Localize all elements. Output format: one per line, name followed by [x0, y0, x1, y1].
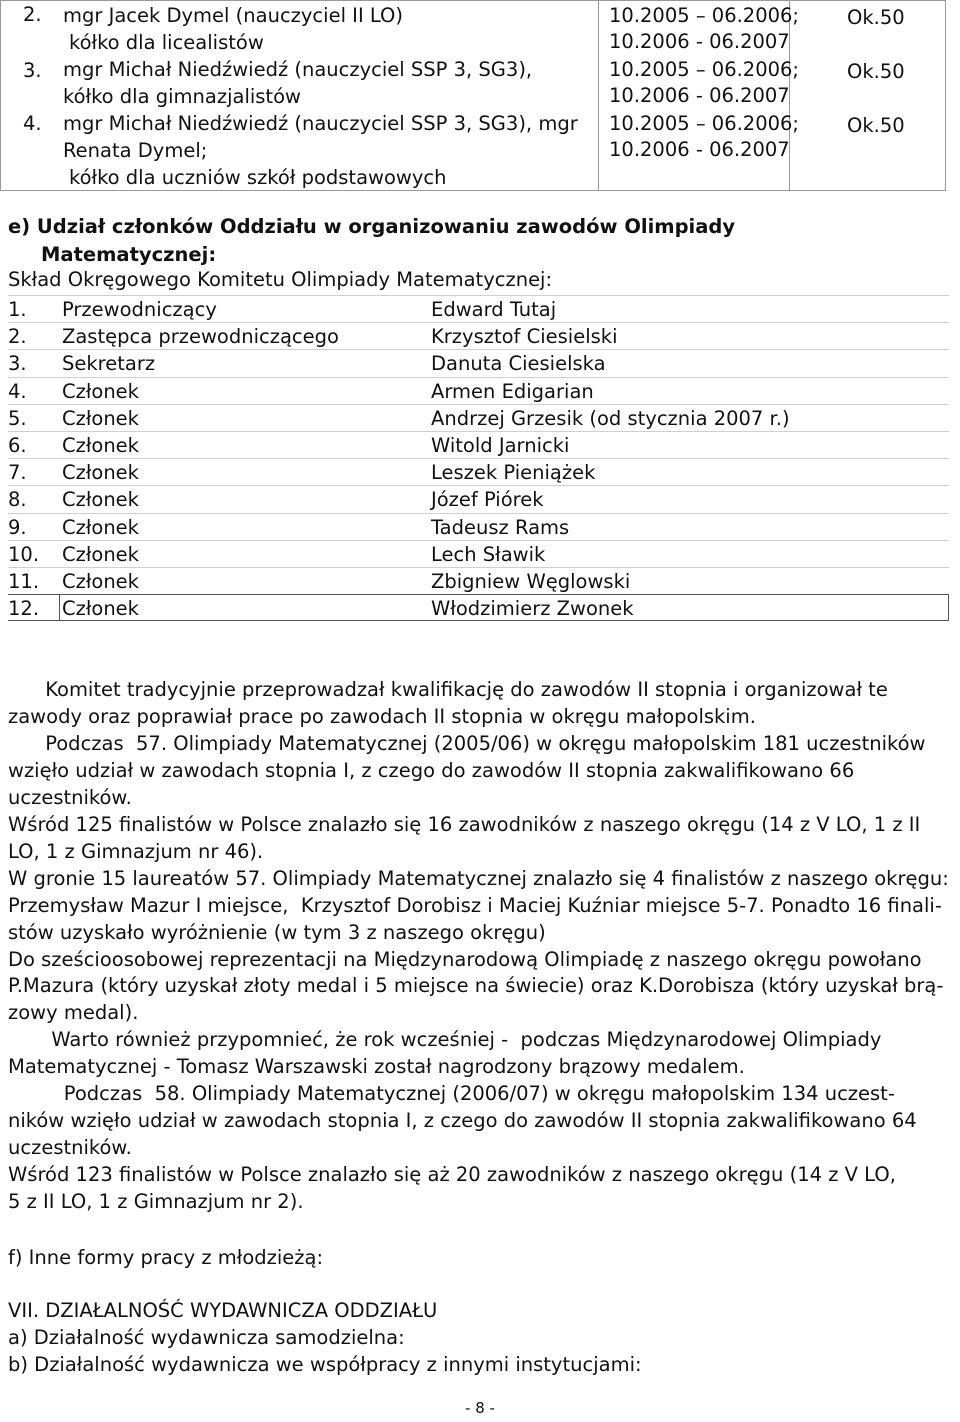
- section-e-heading: e) Udział członków Oddziału w organizowaniu zawodów Olimpiady Matematycznej:: [8, 215, 736, 266]
- member-row: [8, 322, 949, 350]
- member-name: Danuta Ciesielska: [431, 352, 606, 376]
- member-row: [8, 295, 949, 323]
- committee-title: Skład Okręgowego Komitetu Olimpiady Matematycznej:: [8, 268, 553, 291]
- body-line: uczestników.: [8, 785, 132, 809]
- member-row: [8, 431, 949, 459]
- member-number: 7.: [8, 461, 27, 485]
- section-vii-title: VII. DZIAŁALNOŚĆ WYDAWNICZA ODDZIAŁU: [8, 1299, 438, 1322]
- row-dates: 10.2005 – 06.2006; 10.2006 - 06.2007: [609, 4, 799, 53]
- member-name: Lech Sławik: [431, 542, 546, 566]
- member-number: 8.: [8, 488, 27, 512]
- member-row: [8, 377, 949, 405]
- activities-table: [0, 0, 946, 191]
- member-role: Członek: [62, 542, 139, 566]
- row-value: Ok.50: [847, 114, 905, 137]
- member-name: Edward Tutaj: [431, 298, 557, 321]
- member-row: [8, 485, 949, 513]
- member-number: 2.: [8, 325, 27, 349]
- member-row: [8, 513, 949, 541]
- member-name: Tadeusz Rams: [431, 515, 570, 539]
- body-line: Przemysław Mazur I miejsce, Krzysztof Dorobisz i Maciej Kuźniar miejsce 5-7. Ponadto 16 finali-: [8, 893, 942, 917]
- row-number: 3.: [23, 59, 42, 82]
- row-value: Ok.50: [847, 6, 905, 29]
- member-row: [8, 458, 949, 486]
- body-line: ników wzięło udział w zawodach stopnia I, z czego do zawodów II stopnia zakwalifikowano 64: [8, 1109, 917, 1133]
- member-name: Armen Edigarian: [431, 379, 594, 403]
- row-description: mgr Jacek Dymel (nauczyciel II LO) kółko dla licealistów: [63, 4, 404, 54]
- body-line: P.Mazura (który uzyskał złoty medal i 5 miejsce na świecie) oraz K.Dorobisza (który uzyskał brą-: [8, 974, 944, 998]
- member-role: Członek: [62, 379, 139, 403]
- body-line: W gronie 15 laureatów 57. Olimpiady Matematycznej znalazło się 4 finalistów z naszego okręgu:: [8, 866, 949, 890]
- body-line: Matematycznej - Tomasz Warszawski został nagrodzony brązowy medalem.: [8, 1055, 745, 1079]
- member-number: 12.: [8, 597, 40, 621]
- member-number: 5.: [8, 406, 27, 430]
- member-number: 10.: [8, 542, 40, 566]
- member-name: Leszek Pieniążek: [431, 461, 596, 485]
- member-role: Członek: [62, 570, 139, 593]
- member-name: Włodzimierz Zwonek: [431, 597, 634, 621]
- body-line: Podczas 57. Olimpiady Matematycznej (2005/06) w okręgu małopolskim 181 uczestników: [8, 731, 926, 755]
- member-role: Członek: [62, 515, 139, 539]
- section-f-heading: f) Inne formy pracy z młodzieżą:: [8, 1246, 324, 1269]
- row-value: Ok.50: [847, 60, 905, 83]
- member-row-border: [8, 594, 949, 621]
- member-row: [8, 349, 949, 377]
- member-role: Sekretarz: [62, 352, 156, 376]
- member-number: 3.: [8, 352, 27, 376]
- member-role: Członek: [62, 461, 139, 485]
- member-row: [8, 404, 949, 432]
- body-line: Do sześcioosobowej reprezentacji na Międzynarodową Olimpiadę z naszego okręgu powołano: [8, 947, 922, 971]
- body-line: uczestników.: [8, 1136, 132, 1160]
- body-line: Warto również przypomnieć, że rok wcześniej - podczas Międzynarodowej Olimpiady: [8, 1028, 882, 1052]
- section-vii-item-a: a) Działalność wydawnicza samodzielna:: [8, 1326, 405, 1349]
- member-number: 6.: [8, 434, 27, 457]
- member-number: 4.: [8, 379, 27, 403]
- member-role: Członek: [62, 406, 139, 430]
- member-row-separator: [59, 594, 60, 621]
- body-line: Wśród 125 finalistów w Polsce znalazło się 16 zawodników z naszego okręgu (14 z V LO, 1 z II: [8, 812, 921, 836]
- member-number: 1.: [8, 298, 27, 321]
- member-name: Andrzej Grzesik (od stycznia 2007 r.): [431, 406, 790, 430]
- member-row: [8, 540, 949, 568]
- row-description: mgr Michał Niedźwiedź (nauczyciel SSP 3, SG3), mgr Renata Dymel; kółko dla uczniów szkół podstawowych: [63, 112, 578, 189]
- body-line: zowy medal).: [8, 1001, 139, 1025]
- member-role: Zastępca przewodniczącego: [62, 325, 339, 349]
- member-role: Członek: [62, 488, 139, 512]
- member-number: 9.: [8, 515, 27, 539]
- member-role: Przewodniczący: [62, 298, 217, 321]
- member-role: Członek: [62, 434, 139, 457]
- row-description: mgr Michał Niedźwiedź (nauczyciel SSP 3, SG3), kółko dla gimnazjalistów: [63, 58, 533, 108]
- member-name: Zbigniew Węglowski: [431, 570, 631, 593]
- member-name: Józef Piórek: [431, 488, 544, 512]
- body-line: Podczas 58. Olimpiady Matematycznej (2006/07) w okręgu małopolskim 134 uczest-: [8, 1082, 895, 1106]
- member-number: 11.: [8, 570, 40, 593]
- body-line: stów uzyskało wyróżnienie (w tym 3 z naszego okręgu): [8, 920, 546, 944]
- member-name: Krzysztof Ciesielski: [431, 325, 618, 349]
- row-dates: 10.2005 – 06.2006; 10.2006 - 06.2007: [609, 112, 799, 161]
- body-line: wzięło udział w zawodach stopnia I, z czego do zawodów II stopnia zakwalifikowano 66: [8, 758, 855, 782]
- member-name: Witold Jarnicki: [431, 434, 570, 457]
- row-number: 2.: [23, 3, 42, 26]
- row-number: 4.: [23, 112, 42, 135]
- page-number: - 8 -: [465, 1399, 495, 1417]
- body-line: zawody oraz poprawiał prace po zawodach II stopnia w okręgu małopolskim.: [8, 704, 756, 728]
- body-line: 5 z II LO, 1 z Gimnazjum nr 2).: [8, 1190, 304, 1214]
- section-vii-item-b: b) Działalność wydawnicza we współpracy z innymi instytucjami:: [8, 1353, 642, 1376]
- member-row: [8, 567, 949, 595]
- row-dates: 10.2005 – 06.2006; 10.2006 - 06.2007: [609, 58, 799, 107]
- body-line: Wśród 123 finalistów w Polsce znalazło się aż 20 zawodników z naszego okręgu (14 z V LO,: [8, 1163, 896, 1187]
- body-line: Komitet tradycyjnie przeprowadzał kwalifikację do zawodów II stopnia i organizował te: [8, 678, 888, 701]
- body-line: LO, 1 z Gimnazjum nr 46).: [8, 839, 264, 863]
- member-role: Członek: [62, 597, 139, 621]
